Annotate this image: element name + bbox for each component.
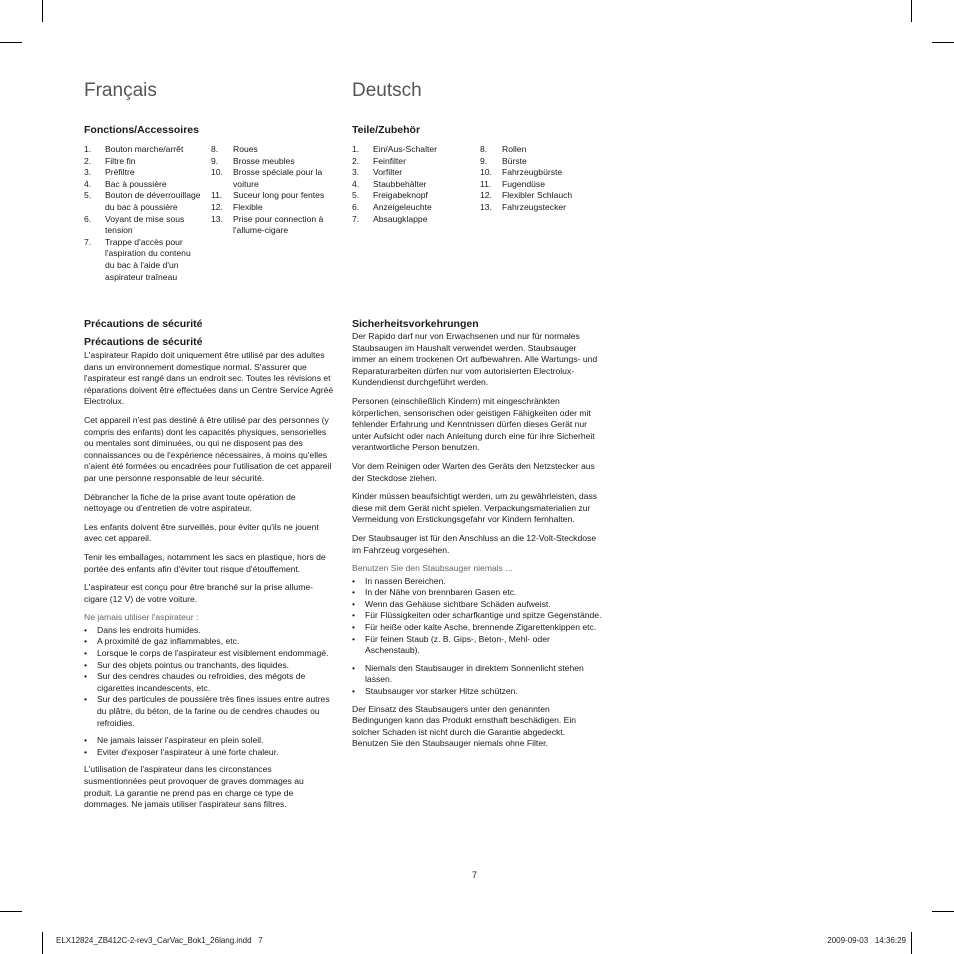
french-safety-block bbox=[84, 336, 334, 818]
german-parts-list-b bbox=[480, 144, 610, 214]
parts-list-item bbox=[352, 179, 470, 191]
item-label: Fahrzeugbürste bbox=[502, 167, 563, 178]
parts-list-item bbox=[352, 167, 470, 179]
bullet-item: • Eviter d'exposer l'aspirateur à une forte chaleur. bbox=[84, 747, 334, 759]
crop-mark bbox=[42, 0, 43, 22]
item-number: 7. bbox=[84, 236, 92, 247]
item-number: 11. bbox=[480, 178, 492, 189]
parts-list-item bbox=[480, 190, 610, 202]
parts-list-item bbox=[352, 214, 470, 226]
german-paragraph: Der Einsatz des Staubsaugers unter den genannten Bedingungen kann das Produkt ernsthaft beschädigen. Ein solcher Schaden ist nicht durch die Garantie abgedeckt. Benutzen Sie den Staubsauger niemals ohne Filter. bbox=[352, 703, 577, 749]
item-number: 11. bbox=[211, 190, 223, 201]
parts-list-item bbox=[211, 214, 335, 237]
crop-mark bbox=[0, 42, 22, 43]
item-number: 4. bbox=[352, 178, 360, 189]
german-accessories-heading: Teile/Zubehör bbox=[352, 124, 421, 136]
parts-list-item bbox=[211, 190, 335, 202]
bullet-item: • Für Flüssigkeiten oder scharfkantige und spitze Gegenstände. bbox=[352, 610, 602, 622]
french-parts-list-a bbox=[84, 144, 202, 283]
item-number: 3. bbox=[352, 167, 360, 178]
french-paragraph: Cet appareil n'est pas destiné à être utilisé par des personnes (y compris des enfants) dont les capacités physiques, sensorielles ou mentales sont diminuées, ou qui ne disposent pas des connaissances ou de l'expérience nécessaires, à moins qu'elles n'aient été formées ou encadrées pour l'utilisation de cet appareil par une personne responsable de leur sécurité. bbox=[84, 414, 332, 483]
bullet-item: • Wenn das Gehäuse sichtbare Schäden aufweist. bbox=[352, 599, 602, 611]
french-safety-heading: Précautions de sécurité bbox=[84, 318, 203, 330]
bullet-item: • Für heiße oder kalte Asche, brennende Zigarettenkippen etc. bbox=[352, 622, 602, 634]
german-safety-heading: Sicherheitsvorkehrungen bbox=[352, 318, 479, 330]
parts-list-item bbox=[480, 202, 610, 214]
item-label: Feinfilter bbox=[373, 155, 406, 166]
crop-mark bbox=[0, 911, 22, 912]
item-label: Bouton marche/arrêt bbox=[105, 144, 184, 154]
parts-list-item bbox=[480, 179, 610, 191]
parts-list-item bbox=[84, 237, 202, 283]
item-label: Suceur long pour fentes bbox=[233, 190, 325, 201]
crop-mark bbox=[911, 0, 912, 22]
item-label: Fugendüse bbox=[502, 178, 546, 189]
bullet-item: • Für feinen Staub (z. B. Gips-, Beton-, Mehl- oder Aschenstaub). bbox=[352, 634, 602, 657]
footer-timestamp: 2009-09-03 14:36:29 bbox=[827, 936, 906, 945]
item-label: Freigabeknopf bbox=[373, 190, 428, 201]
item-number: 8. bbox=[211, 144, 219, 154]
parts-list-item bbox=[211, 156, 335, 168]
bullet-item: • Dans les endroits humides. bbox=[84, 625, 334, 637]
french-title: Français bbox=[84, 80, 157, 101]
parts-list-item bbox=[84, 167, 202, 179]
german-title: Deutsch bbox=[352, 80, 422, 101]
crop-mark bbox=[932, 42, 954, 43]
german-paragraph: Kinder müssen beaufsichtigt werden, um zu gewährleisten, dass diese mit dem Gerät nicht spielen. Verpackungsmaterialien zur Vermeidung von Erstickungsgefahr vor Kindern fernhalten. bbox=[352, 491, 598, 525]
item-number: 12. bbox=[211, 201, 223, 212]
item-number: 13. bbox=[480, 201, 492, 212]
item-number: 1. bbox=[84, 144, 92, 154]
german-bullet-list bbox=[352, 663, 602, 698]
item-number: 1. bbox=[352, 144, 360, 154]
bullet-item: • Staubsauger vor starker Hitze schützen. bbox=[352, 686, 602, 698]
bullet-item: • Lorsque le corps de l'aspirateur est visiblement endommagé. bbox=[84, 648, 334, 660]
item-label: Brosse meubles bbox=[233, 155, 295, 166]
parts-list-item bbox=[352, 190, 470, 202]
parts-list-item bbox=[480, 144, 610, 156]
item-label: Roues bbox=[233, 144, 258, 154]
parts-list-item bbox=[480, 156, 610, 168]
item-number: 13. bbox=[211, 213, 223, 224]
parts-list-item bbox=[84, 144, 202, 156]
french-safety-subheading: Précautions de sécurité bbox=[84, 336, 203, 348]
parts-list-item bbox=[84, 156, 202, 168]
bullet-item: • A proximité de gaz inflammables, etc. bbox=[84, 636, 334, 648]
footer-file-info: ELX12824_ZB412C-2-rev3_CarVac_Bok1_26lang.indd 7 bbox=[56, 936, 263, 945]
french-paragraph: Tenir les emballages, notamment les sacs en plastique, hors de portée des enfants afin d'éviter tout risque d'étouffement. bbox=[84, 551, 326, 574]
item-number: 5. bbox=[352, 190, 360, 201]
item-label: Bac à poussière bbox=[105, 178, 167, 189]
crop-mark bbox=[911, 932, 912, 954]
item-number: 9. bbox=[211, 155, 219, 166]
bullet-item: • Sur des particules de poussière très fines issues entre autres du plâtre, du béton, de la farine ou de cendres chaudes ou refroidies. bbox=[84, 694, 334, 729]
item-number: 4. bbox=[84, 178, 92, 189]
item-label: Absaugklappe bbox=[373, 213, 428, 224]
item-label: Flexibler Schlauch bbox=[502, 190, 573, 201]
bullet-item: • In der Nähe von brennbaren Gasen etc. bbox=[352, 587, 602, 599]
german-parts-list-a bbox=[352, 144, 470, 225]
german-paragraph: Der Staubsauger ist für den Anschluss an die 12-Volt-Steckdose im Fahrzeug vorgesehen. bbox=[352, 532, 597, 555]
item-number: 8. bbox=[480, 144, 488, 154]
item-label: Bürste bbox=[502, 155, 527, 166]
item-label: Bouton de déverrouillage du bac à poussière bbox=[105, 190, 201, 212]
parts-list-item bbox=[352, 156, 470, 168]
crop-mark bbox=[932, 911, 954, 912]
item-label: Préfiltre bbox=[105, 167, 135, 178]
item-number: 9. bbox=[480, 155, 488, 166]
item-label: Anzeigeleuchte bbox=[373, 201, 432, 212]
french-parts-list-b bbox=[211, 144, 335, 237]
item-label: Prise pour connection à l'allume-cigare bbox=[233, 213, 324, 236]
item-number: 10. bbox=[480, 167, 492, 178]
item-label: Rollen bbox=[502, 144, 527, 154]
german-safety-block bbox=[352, 331, 602, 757]
item-number: 5. bbox=[84, 190, 92, 201]
parts-list-item bbox=[84, 214, 202, 237]
item-number: 2. bbox=[84, 155, 92, 166]
french-paragraph: L'aspirateur est conçu pour être branché sur la prise allume-cigare (12 V) de votre voiture. bbox=[84, 582, 314, 604]
french-bullet-list bbox=[84, 735, 334, 758]
item-number: 3. bbox=[84, 167, 92, 178]
parts-list-item bbox=[211, 202, 335, 214]
item-label: Ein/Aus-Schalter bbox=[373, 144, 438, 154]
bullet-item: • Ne jamais laisser l'aspirateur en plein soleil. bbox=[84, 735, 334, 747]
item-label: Voyant de mise sous tension bbox=[105, 213, 185, 236]
german-never-heading: Benutzen Sie den Staubsauger niemals ... bbox=[352, 563, 513, 574]
german-paragraph: Personen (einschließlich Kindern) mit eingeschränkten körperlichen, sensorischen oder geistigen Fähigkeiten oder mit fehlender Erfahrung und Kenntnissen dürfen dieses Gerät nur unter Aufsicht oder nach Anleitung durch eine für ihre Sicherheit verantwortliche Person benutzen. bbox=[352, 395, 595, 453]
item-number: 2. bbox=[352, 155, 360, 166]
parts-list-item bbox=[84, 179, 202, 191]
parts-list-item bbox=[352, 202, 470, 214]
bullet-item: • Sur des objets pointus ou tranchants, des liquides. bbox=[84, 660, 334, 672]
german-paragraph: Der Rapido darf nur von Erwachsenen und nur für normales Staubsaugen im Haushalt verwendet werden. Staubsauger immer an einem trockenen Ort aufbewahren. Alle Wartungs- und Reparaturarbeiten dürfen nur vom autorisierten Electrolux-Kundendienst durchgeführt werden. bbox=[352, 331, 598, 388]
parts-list-item bbox=[480, 167, 610, 179]
item-label: Fahrzeugstecker bbox=[502, 201, 567, 212]
german-paragraph: Vor dem Reinigen oder Warten des Geräts den Netzstecker aus der Steckdose ziehen. bbox=[352, 460, 595, 483]
item-number: 12. bbox=[480, 190, 492, 201]
french-never-heading: Ne jamais utiliser l'aspirateur : bbox=[84, 612, 199, 623]
page-number: 7 bbox=[472, 870, 478, 880]
parts-list-item bbox=[84, 190, 202, 213]
item-label: Flexible bbox=[233, 201, 263, 212]
parts-list-item bbox=[211, 167, 335, 190]
french-bullet-list bbox=[84, 625, 334, 729]
item-number: 10. bbox=[211, 167, 223, 178]
french-paragraph: L'utilisation de l'aspirateur dans les circonstances susmentionnées peut provoquer de graves dommages au produit. La garantie ne prend pas en charge ce type de dommages. Ne jamais utiliser l'aspirateur sans filtres. bbox=[84, 764, 304, 810]
parts-list-item bbox=[352, 144, 470, 156]
german-bullet-list bbox=[352, 576, 602, 657]
item-label: Trappe d'accès pour l'aspiration du contenu du bac à l'aide d'un aspirateur traîneau bbox=[105, 236, 191, 282]
french-accessories-heading: Fonctions/Accessoires bbox=[84, 124, 199, 136]
french-paragraph: L'aspirateur Rapido doit uniquement être utilisé par des adultes dans un environnement domestique normal. S'assurer que l'aspirateur est rangé dans un endroit sec. Toutes les révisions et réparations doivent être effectuées dans un Centre Service Agréé Electrolux. bbox=[84, 350, 334, 407]
item-label: Filtre fin bbox=[105, 155, 136, 166]
item-label: Brosse spéciale pour la voiture bbox=[233, 167, 323, 189]
french-paragraph: Les enfants doivent être surveillés, pour éviter qu'ils ne jouent avec cet appareil. bbox=[84, 521, 319, 544]
french-paragraph: Débrancher la fiche de la prise avant toute opération de nettoyage ou d'entretien de votre aspirateur. bbox=[84, 491, 296, 514]
item-number: 6. bbox=[352, 201, 360, 212]
bullet-item: • Sur des cendres chaudes ou refroidies, des mégots de cigarettes incandescents, etc. bbox=[84, 671, 334, 694]
item-label: Vorfilter bbox=[373, 167, 403, 178]
parts-list-item bbox=[211, 144, 335, 156]
item-label: Staubbehälter bbox=[373, 178, 427, 189]
crop-mark bbox=[42, 932, 43, 954]
bullet-item: • In nassen Bereichen. bbox=[352, 576, 602, 588]
item-number: 6. bbox=[84, 213, 92, 224]
bullet-item: • Niemals den Staubsauger in direktem Sonnenlicht stehen lassen. bbox=[352, 663, 602, 686]
item-number: 7. bbox=[352, 213, 360, 224]
